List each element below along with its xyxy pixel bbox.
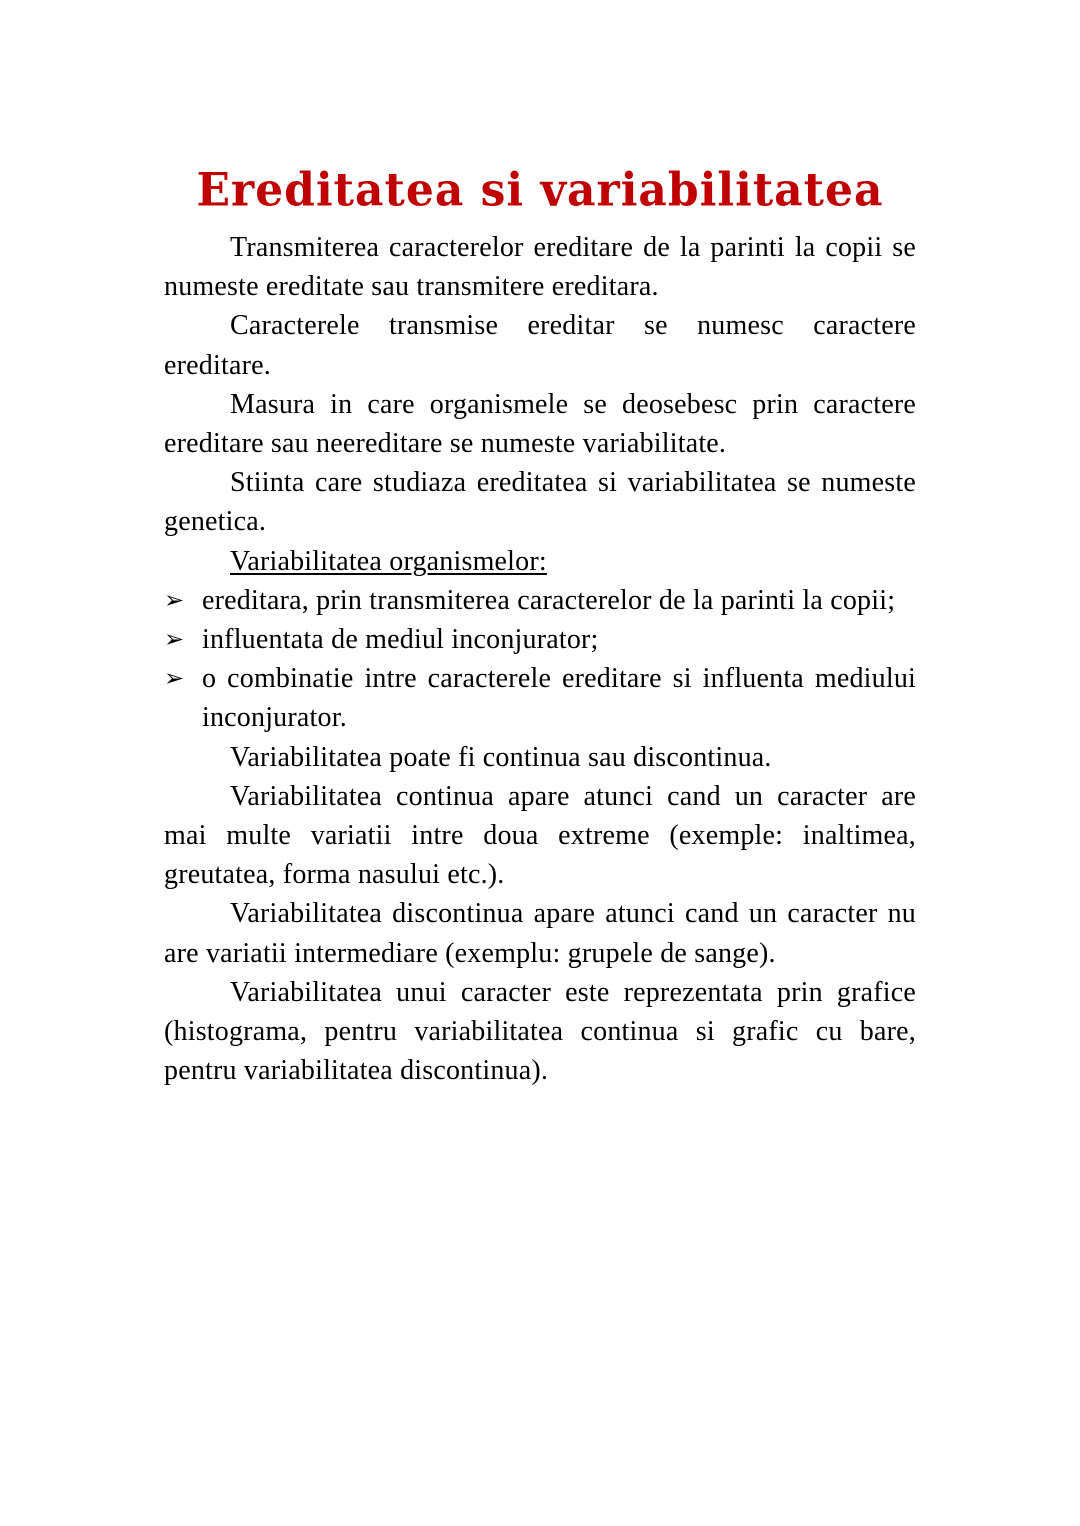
paragraph-definition-genetics: Stiinta care studiaza ereditatea si variabilitatea se numeste genetica. <box>164 467 916 538</box>
list-item-text: influentata de mediul inconjurator; <box>202 624 599 656</box>
arrowhead-bullet-icon: ➢ <box>164 664 185 693</box>
arrowhead-bullet-icon: ➢ <box>164 585 185 614</box>
paragraph-continuous-variability: Variabilitatea continua apare atunci cand un caracter are mai multe variatii intre doua extreme (exemple: inaltimea, greutatea, forma nasului etc.). <box>164 780 916 891</box>
paragraph-continuous-discontinuous: Variabilitatea poate fi continua sau discontinua. <box>230 741 772 773</box>
list-item-text: ereditara, prin transmiterea caracterelor de la parinti la copii; <box>202 584 896 616</box>
paragraph-discontinuous-variability: Variabilitatea discontinua apare atunci cand un caracter nu are variatii intermediare (exemplu: grupele de sange). <box>164 898 916 969</box>
list-heading <box>164 542 916 581</box>
paragraph-graphs: Variabilitatea unui caracter este reprezentata prin grafice (histograma, pentru variabilitatea continua si grafic cu bare, pentru variabilitatea discontinua). <box>164 976 916 1087</box>
document-body <box>164 228 916 1090</box>
list-heading-text: Variabilitatea organismelor: <box>230 545 547 577</box>
list-item <box>164 581 916 620</box>
list-item-text: o combinatie intre caracterele ereditare si influenta mediului inconjurator. <box>202 663 916 734</box>
paragraph-hereditary-traits: Caracterele transmise ereditar se numesc caractere ereditare. <box>164 310 916 381</box>
arrowhead-bullet-icon: ➢ <box>164 625 185 654</box>
variability-list <box>164 581 916 738</box>
paragraph-definition-heredity: Transmiterea caracterelor ereditare de la parinti la copii se numeste ereditate sau transmitere ereditara. <box>164 232 916 303</box>
list-item <box>164 659 916 737</box>
paragraph-definition-variability: Masura in care organismele se deosebesc prin caractere ereditare sau neereditare se numeste variabilitate. <box>164 388 916 460</box>
list-item <box>164 620 916 659</box>
page-title: Ereditatea si variabilitatea <box>196 164 884 218</box>
